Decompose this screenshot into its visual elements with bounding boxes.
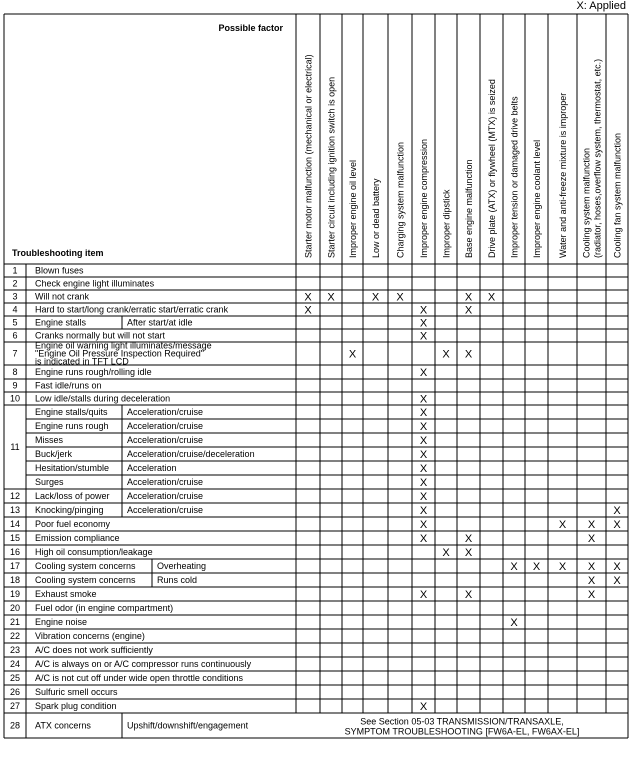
factor-header: Improper engine compression <box>419 138 429 258</box>
troubleshooting-condition: Acceleration/cruise <box>127 407 204 417</box>
troubleshooting-item: Poor fuel economy <box>35 519 111 529</box>
applied-mark: X <box>419 367 428 379</box>
row-number: 14 <box>9 519 21 529</box>
factor-header: Starter circuit including ignition switch is open <box>326 76 337 258</box>
applied-mark: X <box>464 547 473 559</box>
factor-header: Starter motor malfunction (mechanical or electrical) <box>303 54 314 258</box>
row-number: 10 <box>9 393 21 404</box>
row-number: 4 <box>12 304 18 315</box>
applied-mark: X <box>348 348 357 361</box>
troubleshooting-item: Engine oil warning light illuminates/message <box>35 340 212 351</box>
applied-mark: X <box>419 589 428 601</box>
troubleshooting-item: Cooling system concerns <box>35 561 136 571</box>
troubleshooting-item: Vibration concerns (engine) <box>35 631 145 641</box>
troubleshooting-item: Engine runs rough/rolling idle <box>35 367 152 377</box>
row-number: 2 <box>12 278 18 289</box>
troubleshooting-condition: Acceleration/cruise <box>127 477 204 487</box>
troubleshooting-condition: Runs cold <box>157 575 198 585</box>
row-number: 13 <box>9 505 21 515</box>
troubleshooting-item: Buck/jerk <box>35 449 73 459</box>
applied-mark: X <box>371 291 380 304</box>
row-number: 28 <box>9 720 21 731</box>
row-number: 20 <box>9 603 21 613</box>
applied-mark: X <box>419 463 428 475</box>
applied-mark: X <box>396 291 404 304</box>
factor-header: Drive plate (ATX) or flywheel (MTX) is seized <box>487 79 497 258</box>
troubleshooting-condition: Overheating <box>157 561 207 571</box>
row-number: 25 <box>9 673 21 683</box>
factor-header: Low or dead battery <box>371 178 381 258</box>
troubleshooting-item: Knocking/pinging <box>35 505 104 515</box>
troubleshooting-item: Engine runs rough <box>35 421 109 431</box>
applied-mark: X <box>464 291 473 304</box>
applied-mark: X <box>613 561 621 573</box>
legend-applied: X: Applied <box>576 0 626 12</box>
troubleshooting-item: Misses <box>35 435 64 445</box>
troubleshooting-item: Lack/loss of power <box>35 491 110 501</box>
troubleshooting-condition: Acceleration/cruise <box>127 435 204 445</box>
row-number: 22 <box>9 631 21 641</box>
applied-mark: X <box>464 533 473 545</box>
applied-mark: X <box>419 330 428 343</box>
row-number: 1 <box>12 265 18 276</box>
applied-mark: X <box>587 561 596 573</box>
troubleshooting-item: ATX concerns <box>35 720 91 731</box>
applied-mark: X <box>510 561 518 573</box>
see-section-note: See Section 05-03 TRANSMISSION/TRANSAXLE, <box>360 716 564 727</box>
troubleshooting-item: Hesitation/stumble <box>35 463 110 473</box>
applied-mark: X <box>587 533 596 545</box>
row-number: 7 <box>12 348 18 359</box>
troubleshooting-item: Sulfuric smell occurs <box>35 687 118 697</box>
applied-mark: X <box>442 348 450 361</box>
applied-mark: X <box>419 317 428 330</box>
applied-mark: X <box>613 505 621 517</box>
row-number: 26 <box>9 687 21 697</box>
applied-mark: X <box>613 575 621 587</box>
row-number: 16 <box>9 547 21 557</box>
troubleshooting-item: Fuel odor (in engine compartment) <box>35 603 174 613</box>
applied-mark: X <box>327 291 335 304</box>
applied-mark: X <box>532 561 541 573</box>
row-number: 27 <box>9 701 21 711</box>
applied-mark: X <box>487 291 496 304</box>
troubleshooting-item: Engine noise <box>35 617 88 627</box>
see-section-note: SYMPTOM TROUBLESHOOTING [FW6A-EL, FW6AX-EL] <box>344 726 580 737</box>
row-number: 3 <box>12 291 18 302</box>
troubleshooting-item: A/C is not cut off under wide open throttle conditions <box>35 673 243 683</box>
applied-mark: X <box>304 304 312 317</box>
troubleshooting-item: Will not crank <box>35 291 90 302</box>
applied-mark: X <box>419 304 428 317</box>
factor-header: (radiator, hoses,overflow system, thermostat, etc.) <box>592 58 603 258</box>
applied-mark: X <box>419 407 428 419</box>
troubleshooting-item: Cranks normally but will not start <box>35 330 166 341</box>
troubleshooting-item-heading: Troubleshooting item <box>12 248 104 258</box>
applied-mark: X <box>419 491 428 503</box>
factor-header: Improper engine oil level <box>348 159 358 258</box>
factor-header: Water and anti-freeze mixture is improper <box>558 92 568 258</box>
row-number: 9 <box>12 380 18 391</box>
row-number: 5 <box>12 317 18 328</box>
troubleshooting-item: "Engine Oil Pressure Inspection Required" <box>35 348 204 359</box>
applied-mark: X <box>419 701 428 713</box>
row-number: 17 <box>9 561 21 571</box>
applied-mark: X <box>419 477 428 489</box>
applied-mark: X <box>464 304 473 317</box>
troubleshooting-item: Surges <box>35 477 64 487</box>
factor-header: Improper engine coolant level <box>532 139 542 258</box>
applied-mark: X <box>419 435 428 447</box>
applied-mark: X <box>442 547 450 559</box>
troubleshooting-condition: Acceleration <box>127 463 177 473</box>
factor-header: Improper tension or damaged drive belts <box>509 96 520 258</box>
troubleshooting-condition: Acceleration/cruise <box>127 421 204 431</box>
applied-mark: X <box>587 519 596 531</box>
applied-mark: X <box>613 519 621 531</box>
applied-mark: X <box>419 421 428 433</box>
applied-mark: X <box>558 519 567 531</box>
applied-mark: X <box>304 291 312 304</box>
troubleshooting-condition: Upshift/downshift/engagement <box>127 720 249 731</box>
applied-mark: X <box>558 561 567 573</box>
applied-mark: X <box>464 589 473 601</box>
row-number: 21 <box>9 617 21 627</box>
row-number: 11 <box>10 442 20 452</box>
troubleshooting-item: is indicated in TFT LCD <box>35 356 129 367</box>
troubleshooting-condition: Acceleration/cruise <box>127 491 204 501</box>
applied-mark: X <box>587 589 596 601</box>
row-number: 6 <box>12 330 18 341</box>
troubleshooting-item: A/C does not work sufficiently <box>35 645 153 655</box>
troubleshooting-item: Fast idle/runs on <box>35 380 102 391</box>
row-number: 18 <box>9 575 21 585</box>
applied-mark: X <box>419 449 428 461</box>
troubleshooting-item: A/C is always on or A/C compressor runs continuously <box>35 659 252 669</box>
row-number: 19 <box>9 589 21 599</box>
row-number: 23 <box>9 645 21 655</box>
factor-header: Cooling system malfunction <box>581 147 592 258</box>
troubleshooting-item: Cooling system concerns <box>35 575 136 585</box>
applied-mark: X <box>510 617 518 629</box>
troubleshooting-condition: After start/at idle <box>127 317 193 328</box>
troubleshooting-condition: Acceleration/cruise/deceleration <box>127 449 255 459</box>
troubleshooting-item: Hard to start/long crank/erratic start/erratic crank <box>35 304 229 315</box>
applied-mark: X <box>587 575 596 587</box>
factor-header: Cooling fan system malfunction <box>612 132 623 258</box>
troubleshooting-item: Engine stalls/quits <box>35 407 108 417</box>
row-number: 24 <box>9 659 21 669</box>
possible-factor-heading: Possible factor <box>218 23 283 33</box>
row-number: 12 <box>9 491 21 501</box>
troubleshooting-item: Engine stalls <box>35 317 87 328</box>
row-number: 15 <box>9 533 21 543</box>
troubleshooting-condition: Acceleration/cruise <box>127 505 204 515</box>
troubleshooting-item: High oil consumption/leakage <box>35 547 153 557</box>
troubleshooting-item: Check engine light illuminates <box>35 278 155 289</box>
applied-mark: X <box>419 533 428 545</box>
troubleshooting-item: Blown fuses <box>35 265 84 276</box>
applied-mark: X <box>419 505 428 517</box>
troubleshooting-item: Spark plug condition <box>35 701 117 711</box>
applied-mark: X <box>464 348 473 361</box>
troubleshooting-item: Exhaust smoke <box>35 589 97 599</box>
troubleshooting-item: Low idle/stalls during deceleration <box>35 393 171 404</box>
applied-mark: X <box>419 519 428 531</box>
factor-header: Improper dipstick <box>441 189 452 258</box>
troubleshooting-item: Emission compliance <box>35 533 120 543</box>
factor-header: Base engine malfunction <box>464 159 474 258</box>
applied-mark: X <box>419 393 428 406</box>
row-number: 8 <box>12 367 18 377</box>
factor-header: Charging system malfunction <box>395 141 406 258</box>
